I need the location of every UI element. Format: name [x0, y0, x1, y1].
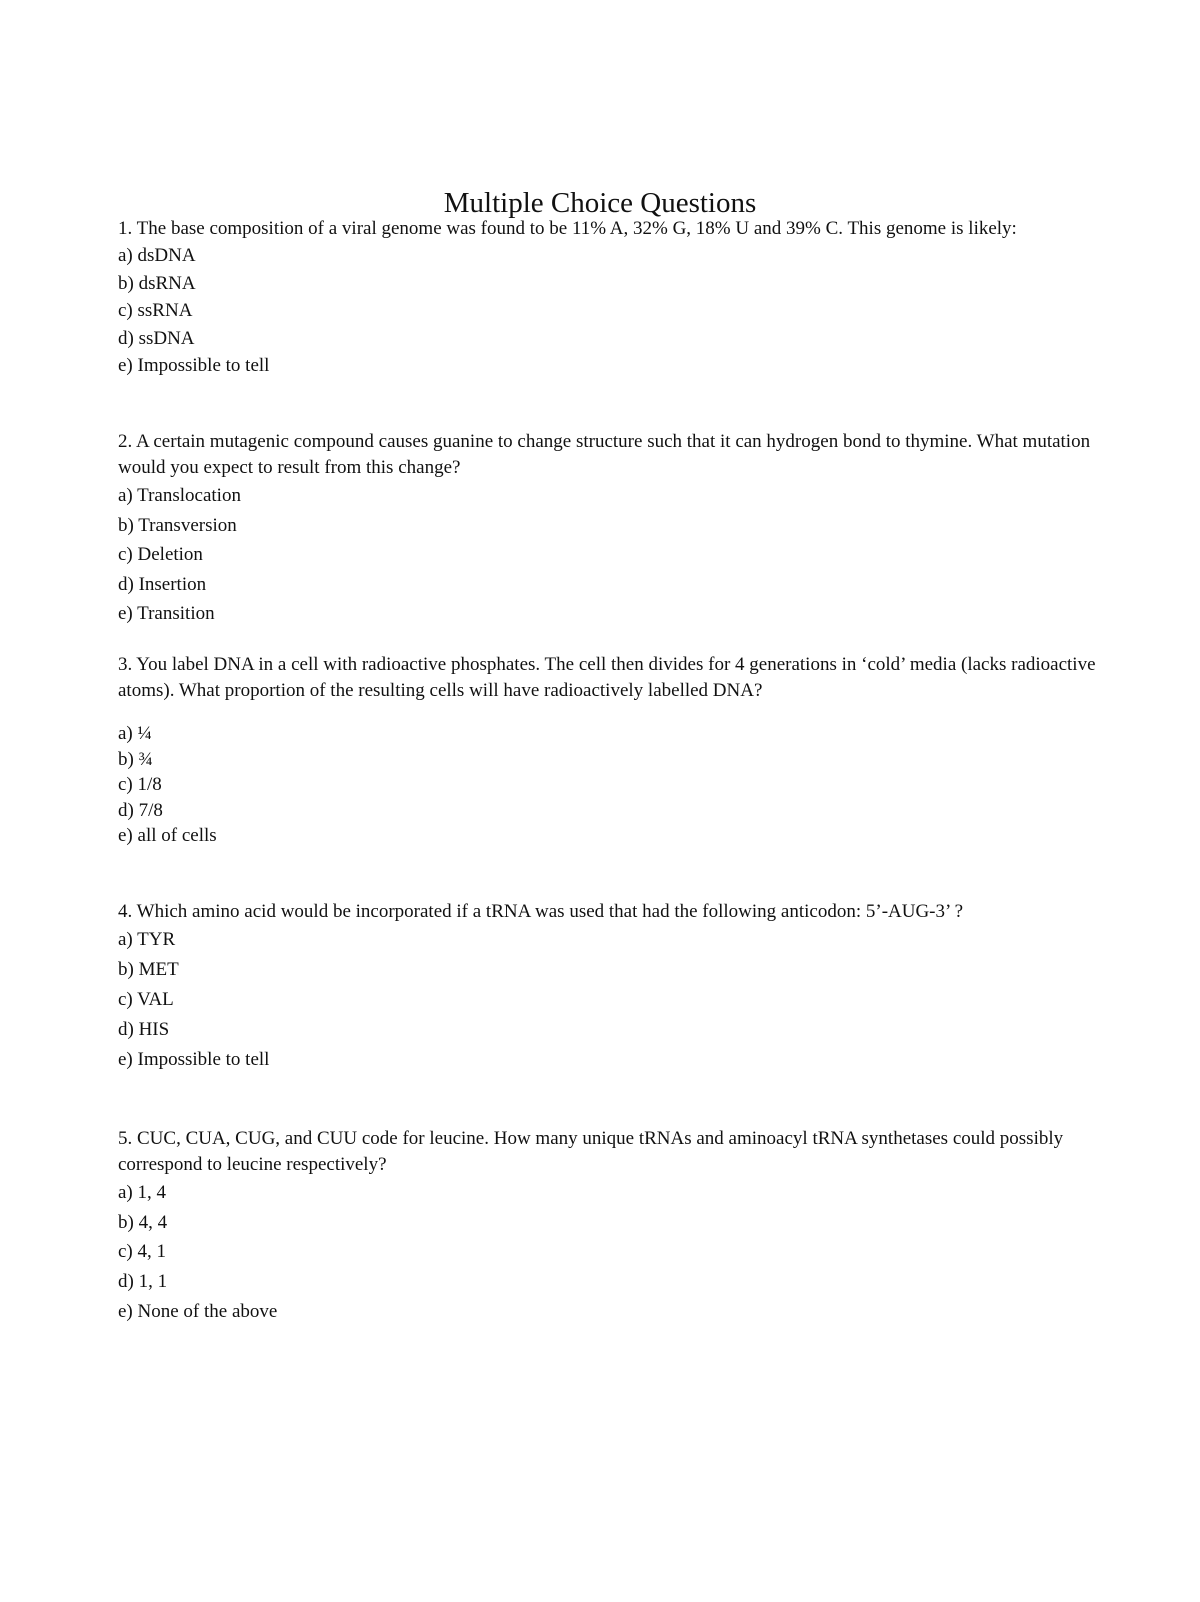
- answer-option-e: e) all of cells: [118, 825, 217, 846]
- question-stem: 2. A certain mutagenic compound causes guanine to change structure such that it can hydrogen bond to thymine. What mutation would you expect to result from this change?: [118, 431, 1091, 478]
- answer-option-a: a) Translocation: [118, 485, 241, 506]
- question-stem: 5. CUC, CUA, CUG, and CUU code for leucine. How many unique tRNAs and aminoacyl tRNA synthetases could possibly correspond to leucine respectively?: [118, 1128, 1064, 1175]
- answer-option-b: b) 4, 4: [118, 1211, 168, 1233]
- answer-option-a: a) dsDNA: [118, 245, 196, 266]
- question-4: [118, 899, 1098, 1075]
- answer-option-e: e) Transition: [118, 603, 215, 624]
- question-stem: 4. Which amino acid would be incorporated if a tRNA was used that had the following anticodon: 5’-AUG-3’ ?: [118, 901, 964, 922]
- answer-option-a: a) ¼: [118, 723, 152, 744]
- answer-option-c: c) 1/8: [118, 774, 162, 795]
- answer-option-b: b) ¾: [118, 748, 153, 770]
- question-2: [118, 429, 1098, 629]
- question-5: [118, 1126, 1098, 1327]
- question-1: [118, 216, 1098, 380]
- question-3: [118, 652, 1098, 849]
- answer-option-b: b) dsRNA: [118, 272, 196, 294]
- answer-option-e: e) Impossible to tell: [118, 1049, 270, 1070]
- answer-option-b: b) Transversion: [118, 514, 237, 536]
- answer-option-c: c) ssRNA: [118, 300, 193, 321]
- question-stem: 1. The base composition of a viral genome was found to be 11% A, 32% G, 18% U and 39% C. This genome is likely:: [118, 218, 1017, 239]
- answer-option-c: c) Deletion: [118, 544, 203, 565]
- answer-option-b: b) MET: [118, 959, 179, 980]
- answer-option-a: a) 1, 4: [118, 1182, 167, 1203]
- answer-option-d: d) HIS: [118, 1019, 170, 1040]
- answer-option-c: c) VAL: [118, 989, 174, 1010]
- answer-option-d: d) 1, 1: [118, 1271, 168, 1293]
- answer-option-d: d) ssDNA: [118, 327, 195, 349]
- answer-option-d: d) 7/8: [118, 799, 163, 821]
- answer-option-e: e) Impossible to tell: [118, 355, 270, 376]
- answer-option-c: c) 4, 1: [118, 1241, 167, 1263]
- question-stem: 3. You label DNA in a cell with radioactive phosphates. The cell then divides for 4 generations in ‘cold’ media (lacks radioactive atoms). What proportion of the resulting cells will have radioactively labelled DNA?: [118, 654, 1096, 701]
- answer-option-a: a) TYR: [118, 929, 176, 950]
- blank-line: [118, 704, 1098, 721]
- page-title: Multiple Choice Questions: [443, 187, 757, 219]
- answer-option-d: d) Insertion: [118, 573, 207, 595]
- answer-option-e: e) None of the above: [118, 1300, 278, 1322]
